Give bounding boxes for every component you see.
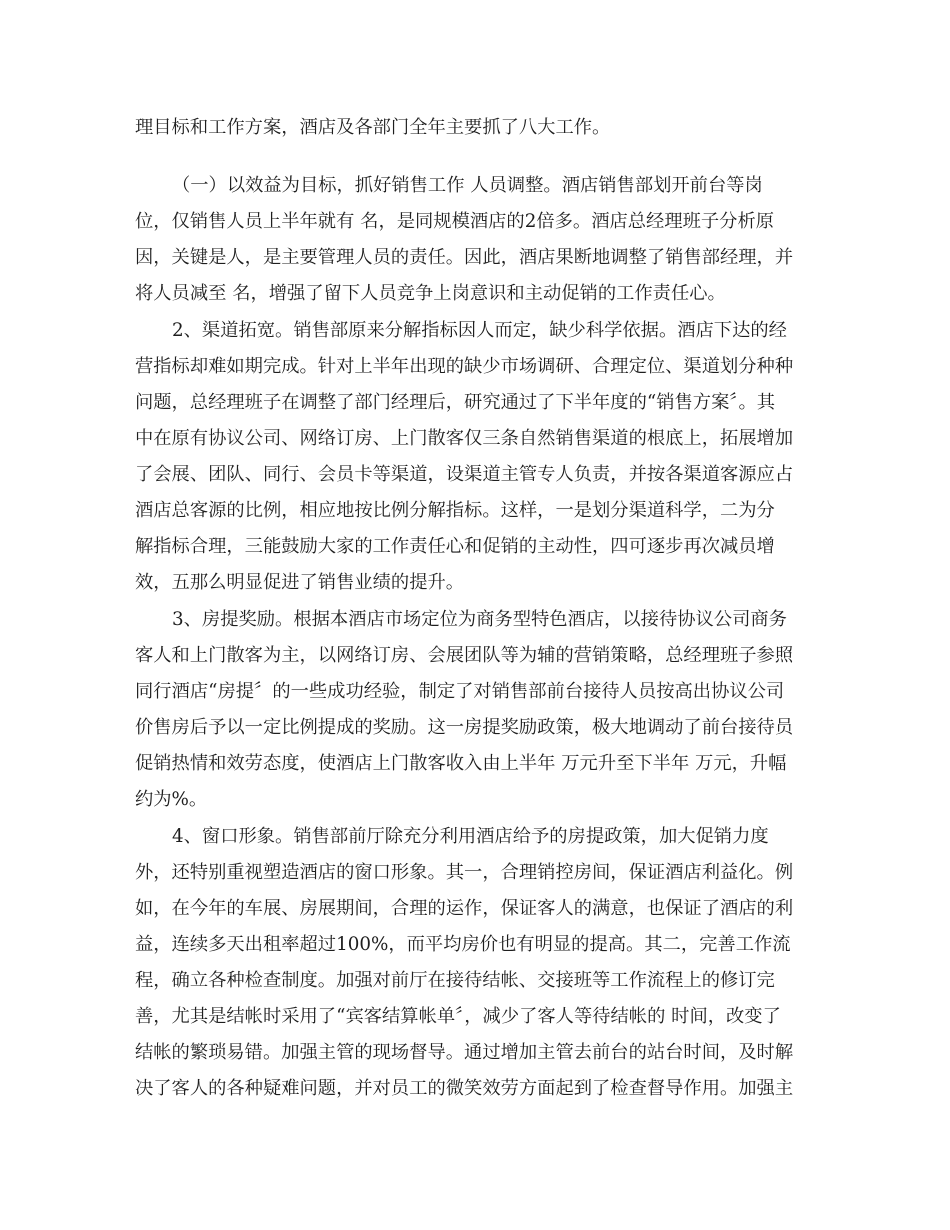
paragraph bbox=[135, 819, 825, 1107]
text-line: 中在原有协议公司、网络订房、上门散客仅三条自然销售渠道的根底上，拓展增加 bbox=[135, 428, 794, 449]
text-line: 结帐的繁琐易错。加强主管的现场督导。通过增加主管去前台的站台时间，及时解 bbox=[135, 1042, 794, 1063]
paragraph bbox=[135, 110, 825, 146]
text-line: 营指标却难如期完成。针对上半年出现的缺少市场调研、合理定位、渠道划分种种 bbox=[135, 356, 794, 377]
paragraph bbox=[135, 313, 825, 601]
paragraph bbox=[135, 168, 825, 312]
document-body bbox=[135, 110, 825, 1108]
text-line: 约为%。 bbox=[135, 789, 208, 810]
text-line: 如，在今年的车展、房展期间，合理的运作，保证客人的满意，也保证了酒店的利 bbox=[135, 898, 794, 919]
text-line: 2、渠道拓宽。销售部原来分解指标因人而定，缺少科学依据。酒店下达的经 bbox=[172, 320, 787, 341]
text-line: 了会展、团队、同行、会员卡等渠道，设渠道主管专人负责，并按各渠道客源应占 bbox=[135, 464, 794, 485]
text-line: 效，五那么明显促进了销售业绩的提升。 bbox=[135, 572, 465, 593]
text-line: 解指标合理，三能鼓励大家的工作责任心和促销的主动性，四可逐步再次减员增 bbox=[135, 536, 775, 557]
text-line: 价售房后予以一定比例提成的奖励。这一房提奖励政策，极大地调动了前台接待员 bbox=[135, 717, 794, 738]
text-line: 同行酒店“房提〞的一些成功经验，制定了对销售部前台接待人员按高出协议公司 bbox=[135, 681, 785, 702]
text-line: 因，关键是人，是主要管理人员的责任。因此，酒店果断地调整了销售部经理，并 bbox=[135, 247, 794, 268]
text-line: 善，尤其是结帐时采用了“宾客结算帐单〞，减少了客人等待结帐的 时间，改变了 bbox=[135, 1006, 781, 1027]
text-line: （一）以效益为目标，抓好销售工作 人员调整。酒店销售部划开前台等岗 bbox=[172, 175, 763, 196]
text-line: 决了客人的各种疑难问题，并对员工的微笑效劳方面起到了检查督导作用。加强主 bbox=[135, 1078, 794, 1099]
text-line: 益，连续多天出租率超过100%，而平均房价也有明显的提高。其二，完善工作流 bbox=[135, 934, 791, 955]
text-line: 3、房提奖励。根据本酒店市场定位为商务型特色酒店，以接待协议公司商务 bbox=[172, 609, 787, 630]
paragraph bbox=[135, 602, 825, 818]
text-line: 位，仅销售人员上半年就有 名，是同规模酒店的2倍多。酒店总经理班子分析原 bbox=[135, 211, 775, 232]
text-line: 外，还特别重视塑造酒店的窗口形象。其一，合理销控房间，保证酒店利益化。例 bbox=[135, 862, 794, 883]
text-line: 4、窗口形象。销售部前厅除充分利用酒店给予的房提政策，加大促销力度 bbox=[172, 826, 769, 847]
text-line: 酒店总客源的比例，相应地按比例分解指标。这样，一是划分渠道科学，二为分 bbox=[135, 500, 775, 521]
text-line: 促销热情和效劳态度，使酒店上门散客收入由上半年 万元升至下半年 万元，升幅 bbox=[135, 753, 787, 774]
text-line: 问题，总经理班子在调整了部门经理后，研究通过了下半年度的“销售方案〞。其 bbox=[135, 392, 776, 413]
text-line: 程，确立各种检查制度。加强对前厅在接待结帐、交接班等工作流程上的修订完 bbox=[135, 970, 775, 991]
text-line: 理目标和工作方案，酒店及各部门全年主要抓了八大工作。 bbox=[135, 117, 611, 138]
text-line: 将人员减至 名，增强了留下人员竞争上岗意识和主动促销的工作责任心。 bbox=[135, 283, 726, 304]
text-line: 客人和上门散客为主，以网络订房、会展团队等为辅的营销策略，总经理班子参照 bbox=[135, 645, 794, 666]
